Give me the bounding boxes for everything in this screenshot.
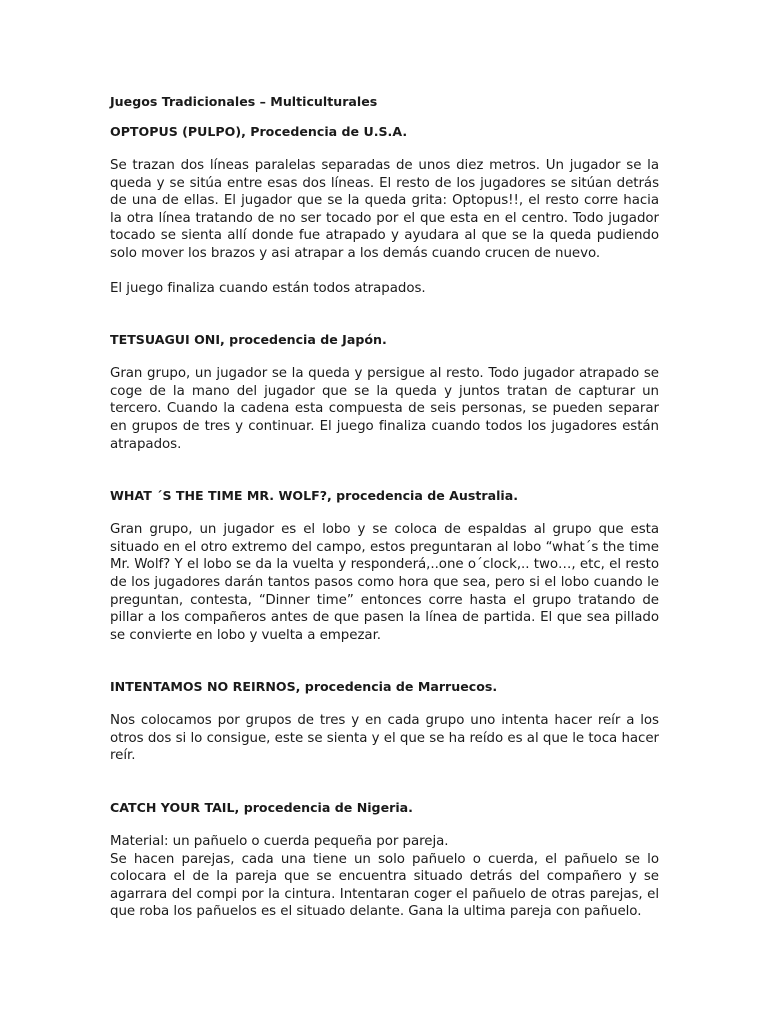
- section-paragraph: Gran grupo, un jugador es el lobo y se coloca de espaldas al grupo que esta situado en el otro extremo del campo, estos preguntaran al lobo “what´s the time Mr. Wolf? Y el lobo se da la vuelta y responderá,..one o´clock,.. two…, etc, el resto de los jugadores darán tantos pasos como hora que sea, pero si el lobo cuando le preguntan, contesta, “Dinner time” entonces corre hasta el grupo tratando de pillar a los compañeros antes de que pasen la línea de partida. El que sea pillado se convierte en lobo y vuelta a empezar.: [110, 522, 659, 643]
- document-page: [110, 93, 659, 938]
- section-paragraph: Se trazan dos líneas paralelas separadas de unos diez metros. Un jugador se la queda y se sitúa entre esas dos líneas. El resto de los jugadores se sitúan detrás de una de ellas. El jugador que se la queda grita: Optopus!!, el resto corre hacia la otra línea tratando de no ser tocado por el que esta en el centro. Todo jugador tocado se sienta allí donde fue atrapado y ayudara al que se la queda pudiendo solo mover los brazos y asi atrapar a los demás cuando crucen de nuevo.: [110, 158, 659, 261]
- section-heading: TETSUAGUI ONI, procedencia de Japón.: [110, 332, 387, 348]
- section-paragraph: Gran grupo, un jugador se la queda y persigue al resto. Todo jugador atrapado se coge de la mano del jugador que se la queda y juntos tratan de capturar un tercero. Cuando la cadena esta compuesta de seis personas, se pueden separar en grupos de tres y continuar. El juego finaliza cuando todos los jugadores están atrapados.: [110, 366, 659, 452]
- section-catch-your-tail: [110, 799, 659, 921]
- section-intentamos-no-reirnos: [110, 678, 659, 765]
- section-paragraph: Nos colocamos por grupos de tres y en cada grupo uno intenta hacer reír a los otros dos si lo consigue, este se sienta y el que se ha reído es al que le toca hacer reír.: [110, 713, 659, 764]
- section-heading: WHAT ´S THE TIME MR. WOLF?, procedencia de Australia.: [110, 488, 519, 504]
- section-heading: INTENTAMOS NO REIRNOS, procedencia de Marruecos.: [110, 679, 498, 695]
- section-heading: OPTOPUS (PULPO), Procedencia de U.S.A.: [110, 124, 408, 139]
- document-title: Juegos Tradicionales – Multiculturales: [110, 94, 378, 109]
- section-tetsuagui-oni: [110, 331, 659, 453]
- section-paragraph: El juego finaliza cuando están todos atrapados.: [110, 280, 426, 296]
- section-paragraph: Material: un pañuelo o cuerda pequeña por pareja.: [110, 834, 449, 850]
- section-optopus: [110, 123, 659, 297]
- section-paragraph: Se hacen parejas, cada una tiene un solo pañuelo o cuerda, el pañuelo se lo colocara el de la pareja que se encuentra situado detrás del compañero y se agarrara del compi por la cintura. Intentaran coger el pañuelo de otras parejas, el que roba los pañuelos es el situado delante. Gana la ultima pareja con pañuelo.: [110, 851, 659, 920]
- section-mr-wolf: [110, 487, 659, 644]
- section-heading: CATCH YOUR TAIL, procedencia de Nigeria.: [110, 800, 413, 816]
